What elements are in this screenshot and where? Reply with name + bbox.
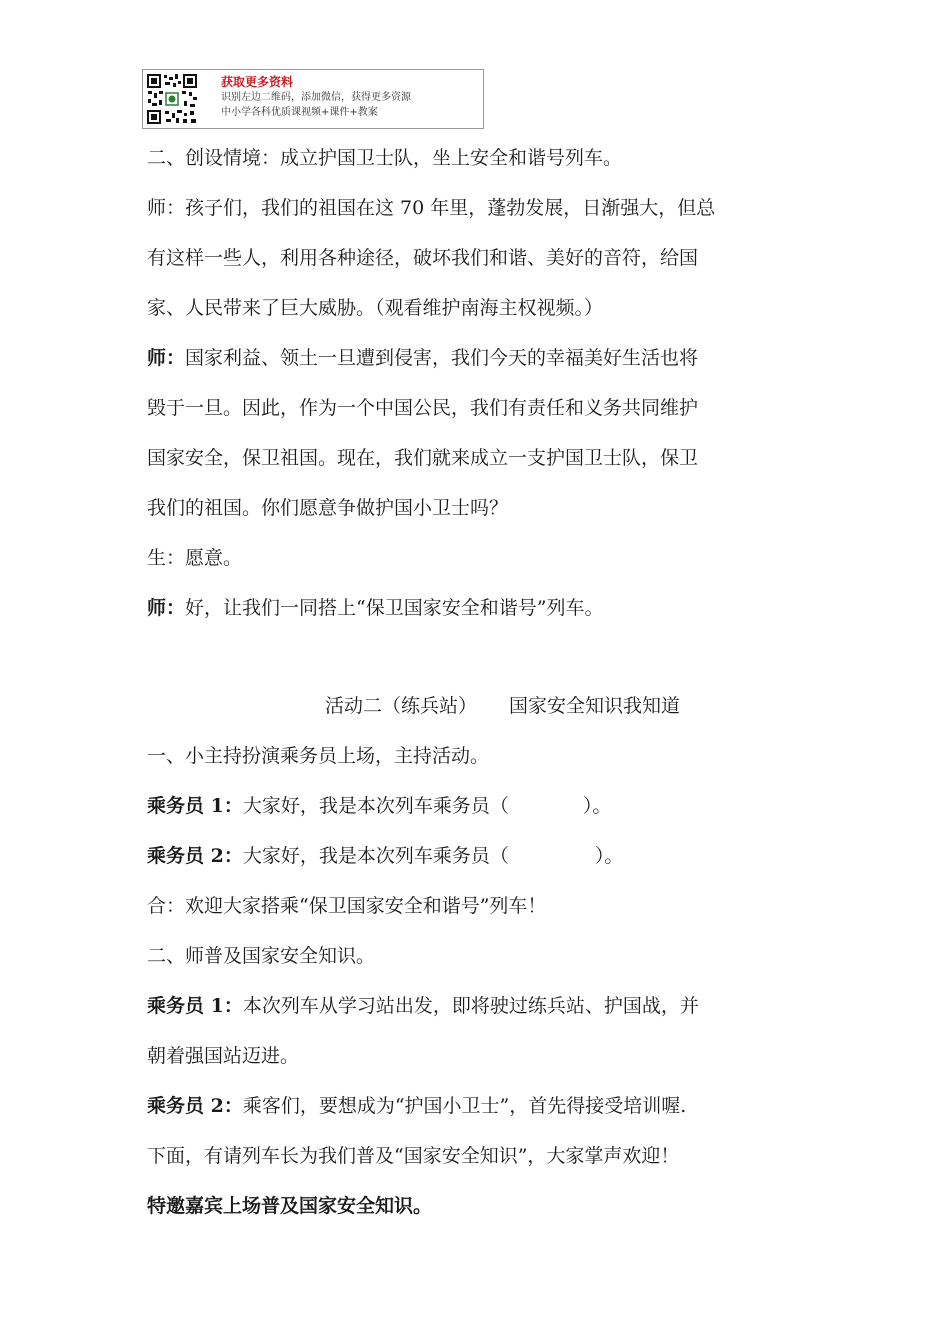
paragraph-line: 生：愿意。 <box>147 547 243 569</box>
speaker-label: 乘务员 1： <box>147 995 243 1017</box>
speech-text: 国家利益、领土一旦遭到侵害，我们今天的幸福美好生活也将 <box>185 347 699 369</box>
speech-end: ）。 <box>594 845 624 867</box>
banner-line-1: 识别左边二维码，添加微信，获得更多资源 <box>221 92 411 103</box>
banner-line-2: 中小学各科优质课视频+课件+教案 <box>221 107 378 118</box>
activity-title-part-2: 国家安全知识我知道 <box>509 695 681 717</box>
paragraph-line: 二、师普及国家安全知识。 <box>147 945 376 967</box>
speech-text: 大家好，我是本次列车乘务员（ <box>242 795 509 817</box>
speaker-label: 乘务员 2： <box>147 1095 243 1117</box>
paragraph-line: 二、创设情境：成立护国卫士队，坐上安全和谐号列车。 <box>147 147 623 169</box>
speaker-label: 乘务员 1： <box>147 795 243 817</box>
speaker-label: 师： <box>147 347 186 369</box>
qr-code-icon <box>146 73 198 125</box>
speech-end: ）。 <box>582 795 612 817</box>
paragraph-line: 我们的祖国。你们愿意争做护国小卫士吗？ <box>147 497 509 519</box>
speaker-label: 乘务员 2： <box>147 845 243 867</box>
paragraph-line <box>147 1094 686 1118</box>
paragraph-line <box>147 844 623 868</box>
speaker-label: 师： <box>147 597 186 619</box>
activity-title-part-1: 活动二（练兵站） <box>325 695 478 717</box>
paragraph-line <box>147 346 698 370</box>
promo-banner <box>142 69 484 129</box>
paragraph-line <box>147 994 699 1018</box>
paragraph-line-bold: 特邀嘉宾上场普及国家安全知识。 <box>147 1195 433 1217</box>
speech-text: 乘客们，要想成为“护国小卫士”，首先得接受培训喔. <box>242 1095 687 1117</box>
activity-title <box>325 694 680 718</box>
speech-text: 好，让我们一同搭上“保卫国家安全和谐号”列车。 <box>185 597 604 619</box>
banner-title: 获取更多资料 <box>221 75 294 89</box>
paragraph-line: 下面，有请列车长为我们普及“国家安全知识”，大家掌声欢迎！ <box>147 1145 680 1167</box>
paragraph-line: 合：欢迎大家搭乘“保卫国家安全和谐号”列车！ <box>147 895 547 917</box>
paragraph-line: 有这样一些人，利用各种途径，破坏我们和谐、美好的音符，给国 <box>147 247 699 269</box>
paragraph-line: 朝着强国站迈进。 <box>147 1045 300 1067</box>
paragraph-line: 国家安全，保卫祖国。现在，我们就来成立一支护国卫士队，保卫 <box>147 447 699 469</box>
paragraph-line: 家、人民带来了巨大威胁。（观看维护南海主权视频。） <box>147 297 604 319</box>
speech-text: 大家好，我是本次列车乘务员（ <box>242 845 509 867</box>
paragraph-line <box>147 794 611 818</box>
paragraph-line: 师：孩子们，我们的祖国在这 70 年里，蓬勃发展，日渐强大，但总 <box>147 197 716 219</box>
paragraph-line: 毁于一旦。因此，作为一个中国公民，我们有责任和义务共同维护 <box>147 397 699 419</box>
paragraph-line: 一、小主持扮演乘务员上场，主持活动。 <box>147 745 490 767</box>
speech-text: 本次列车从学习站出发，即将驶过练兵站、护国战，并 <box>242 995 699 1017</box>
paragraph-line <box>147 596 603 620</box>
